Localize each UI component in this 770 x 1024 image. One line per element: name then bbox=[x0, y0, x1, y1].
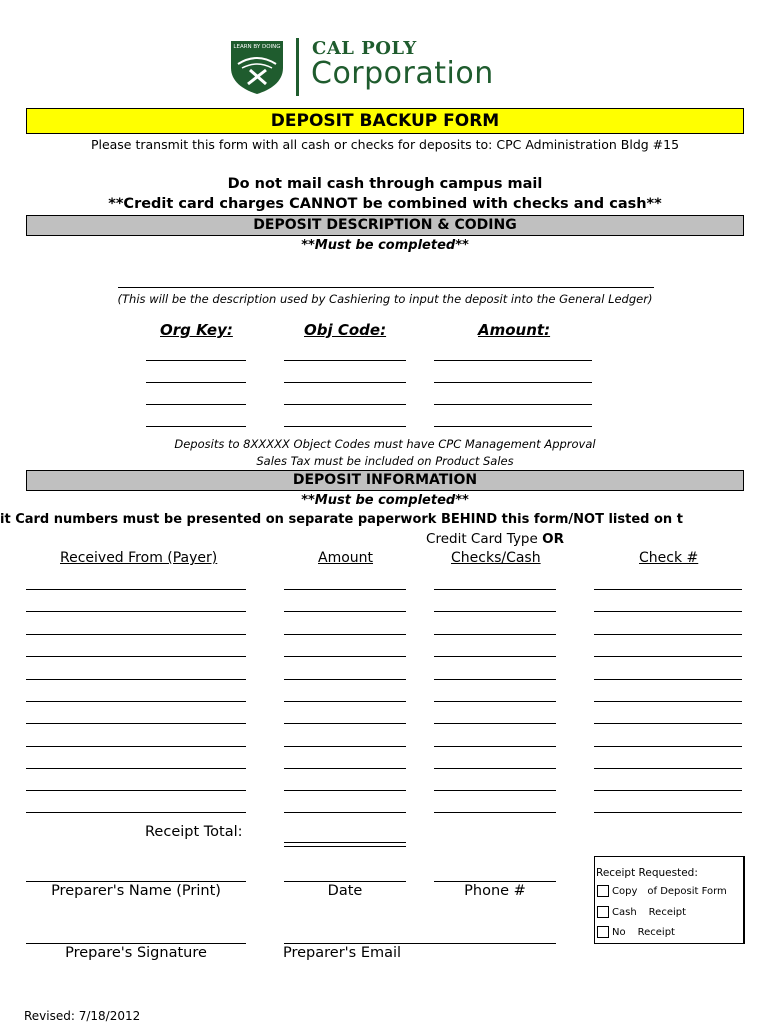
amount-field[interactable] bbox=[434, 382, 592, 383]
deposit-amount-field[interactable] bbox=[284, 812, 406, 813]
section-header-info: DEPOSIT INFORMATION bbox=[26, 470, 744, 491]
obj-code-field[interactable] bbox=[284, 360, 406, 361]
must-complete-note: **Must be completed** bbox=[301, 238, 469, 253]
signature-label: Prepare's Signature bbox=[65, 945, 207, 961]
col-amount: Amount bbox=[318, 550, 374, 566]
payer-field[interactable] bbox=[26, 656, 246, 657]
checks-cash-field[interactable] bbox=[434, 790, 556, 791]
deposit-amount-field[interactable] bbox=[284, 634, 406, 635]
form-title: DEPOSIT BACKUP FORM bbox=[26, 108, 744, 134]
warning-credit-card: **Credit card charges CANNOT be combined with checks and cash** bbox=[108, 196, 662, 212]
cc-type-or: OR bbox=[542, 531, 564, 547]
email-label: Preparer's Email bbox=[283, 945, 402, 961]
amount-field[interactable] bbox=[434, 404, 592, 405]
section-header-description: DEPOSIT DESCRIPTION & CODING bbox=[26, 215, 744, 236]
org-key-field[interactable] bbox=[146, 404, 246, 405]
logo-divider bbox=[296, 38, 299, 96]
phone-field[interactable] bbox=[434, 881, 556, 882]
checks-cash-field[interactable] bbox=[434, 746, 556, 747]
revised-date: Revised: 7/18/2012 bbox=[24, 1009, 141, 1023]
payer-field[interactable] bbox=[26, 634, 246, 635]
payer-field[interactable] bbox=[26, 790, 246, 791]
payer-field[interactable] bbox=[26, 746, 246, 747]
check-number-field[interactable] bbox=[594, 611, 742, 612]
receipt-option-none[interactable] bbox=[597, 926, 675, 938]
check-number-field[interactable] bbox=[594, 656, 742, 657]
payer-field[interactable] bbox=[26, 589, 246, 590]
copy-label: Copy bbox=[612, 886, 638, 897]
col-obj-code: Obj Code: bbox=[304, 321, 387, 339]
payer-field[interactable] bbox=[26, 679, 246, 680]
copy-label-detail: of Deposit Form bbox=[647, 886, 727, 897]
date-field[interactable] bbox=[284, 881, 406, 882]
logo-brand-top: CAL POLY bbox=[312, 38, 417, 59]
signature-field[interactable] bbox=[26, 943, 246, 944]
receipt-total-field[interactable] bbox=[284, 842, 406, 847]
payer-field[interactable] bbox=[26, 812, 246, 813]
checks-cash-field[interactable] bbox=[434, 634, 556, 635]
check-number-field[interactable] bbox=[594, 812, 742, 813]
amount-field[interactable] bbox=[434, 360, 592, 361]
col-amount-coding: Amount: bbox=[478, 321, 551, 339]
col-org-key: Org Key: bbox=[160, 321, 233, 339]
checks-cash-field[interactable] bbox=[434, 723, 556, 724]
receipt-option-copy[interactable] bbox=[597, 885, 727, 897]
obj-code-field[interactable] bbox=[284, 426, 406, 427]
checks-cash-field[interactable] bbox=[434, 656, 556, 657]
amount-field[interactable] bbox=[434, 426, 592, 427]
check-number-field[interactable] bbox=[594, 790, 742, 791]
deposit-amount-field[interactable] bbox=[284, 746, 406, 747]
payer-field[interactable] bbox=[26, 701, 246, 702]
description-note: (This will be the description used by Cashiering to input the deposit into the General Ledger) bbox=[117, 292, 653, 306]
deposit-amount-field[interactable] bbox=[284, 679, 406, 680]
check-number-field[interactable] bbox=[594, 723, 742, 724]
description-input-line[interactable] bbox=[118, 287, 654, 288]
email-field[interactable] bbox=[284, 943, 556, 944]
check-number-field[interactable] bbox=[594, 634, 742, 635]
credit-card-note: it Card numbers must be presented on separate paperwork BEHIND this form/NOT listed on t bbox=[0, 512, 683, 527]
preparer-name-label: Preparer's Name (Print) bbox=[51, 883, 221, 899]
org-key-field[interactable] bbox=[146, 360, 246, 361]
checks-cash-field[interactable] bbox=[434, 701, 556, 702]
cash-label-detail: Receipt bbox=[648, 907, 687, 918]
checks-cash-field[interactable] bbox=[434, 611, 556, 612]
cash-checkbox[interactable] bbox=[597, 906, 609, 918]
obj-code-field[interactable] bbox=[284, 382, 406, 383]
check-number-field[interactable] bbox=[594, 768, 742, 769]
col-checks-cash: Checks/Cash bbox=[451, 550, 541, 566]
receipt-requested-box bbox=[594, 856, 745, 944]
preparer-name-field[interactable] bbox=[26, 881, 246, 882]
must-complete-note-2: **Must be completed** bbox=[301, 493, 469, 508]
deposit-amount-field[interactable] bbox=[284, 656, 406, 657]
phone-label: Phone # bbox=[464, 883, 526, 899]
obj-code-field[interactable] bbox=[284, 404, 406, 405]
deposit-amount-field[interactable] bbox=[284, 589, 406, 590]
check-number-field[interactable] bbox=[594, 746, 742, 747]
col-received-from: Received From (Payer) bbox=[60, 550, 218, 566]
receipt-option-cash[interactable] bbox=[597, 906, 686, 918]
approval-note: Deposits to 8XXXXX Object Codes must have CPC Management Approval bbox=[174, 437, 596, 451]
receipt-total-label: Receipt Total: bbox=[145, 824, 243, 840]
credit-card-type-label bbox=[400, 531, 590, 547]
deposit-amount-field[interactable] bbox=[284, 790, 406, 791]
warning-cash-mail: Do not mail cash through campus mail bbox=[227, 176, 543, 192]
deposit-amount-field[interactable] bbox=[284, 611, 406, 612]
org-key-field[interactable] bbox=[146, 382, 246, 383]
payer-field[interactable] bbox=[26, 611, 246, 612]
payer-field[interactable] bbox=[26, 768, 246, 769]
check-number-field[interactable] bbox=[594, 589, 742, 590]
sales-tax-note: Sales Tax must be included on Product Sales bbox=[256, 454, 514, 468]
cal-poly-shield-logo bbox=[228, 38, 286, 96]
checks-cash-field[interactable] bbox=[434, 679, 556, 680]
logo-emblem-text: LEARN BY DOING bbox=[233, 44, 281, 50]
no-label: No bbox=[612, 927, 626, 938]
deposit-amount-field[interactable] bbox=[284, 723, 406, 724]
check-number-field[interactable] bbox=[594, 701, 742, 702]
checks-cash-field[interactable] bbox=[434, 812, 556, 813]
check-number-field[interactable] bbox=[594, 679, 742, 680]
cash-label: Cash bbox=[612, 907, 637, 918]
checks-cash-field[interactable] bbox=[434, 768, 556, 769]
org-key-field[interactable] bbox=[146, 426, 246, 427]
receipt-requested-title: Receipt Requested: bbox=[596, 867, 698, 879]
logo-brand-bottom: Corporation bbox=[311, 56, 494, 91]
payer-field[interactable] bbox=[26, 723, 246, 724]
no-receipt-checkbox[interactable] bbox=[597, 926, 609, 938]
copy-checkbox[interactable] bbox=[597, 885, 609, 897]
no-label-detail: Receipt bbox=[637, 927, 675, 938]
date-label: Date bbox=[327, 883, 363, 899]
checks-cash-field[interactable] bbox=[434, 589, 556, 590]
deposit-amount-field[interactable] bbox=[284, 701, 406, 702]
cc-type-text: Credit Card Type bbox=[426, 531, 543, 547]
col-check-number: Check # bbox=[639, 550, 699, 566]
deposit-amount-field[interactable] bbox=[284, 768, 406, 769]
transmit-note: Please transmit this form with all cash or checks for deposits to: CPC Administration Bldg #15 bbox=[90, 137, 680, 152]
